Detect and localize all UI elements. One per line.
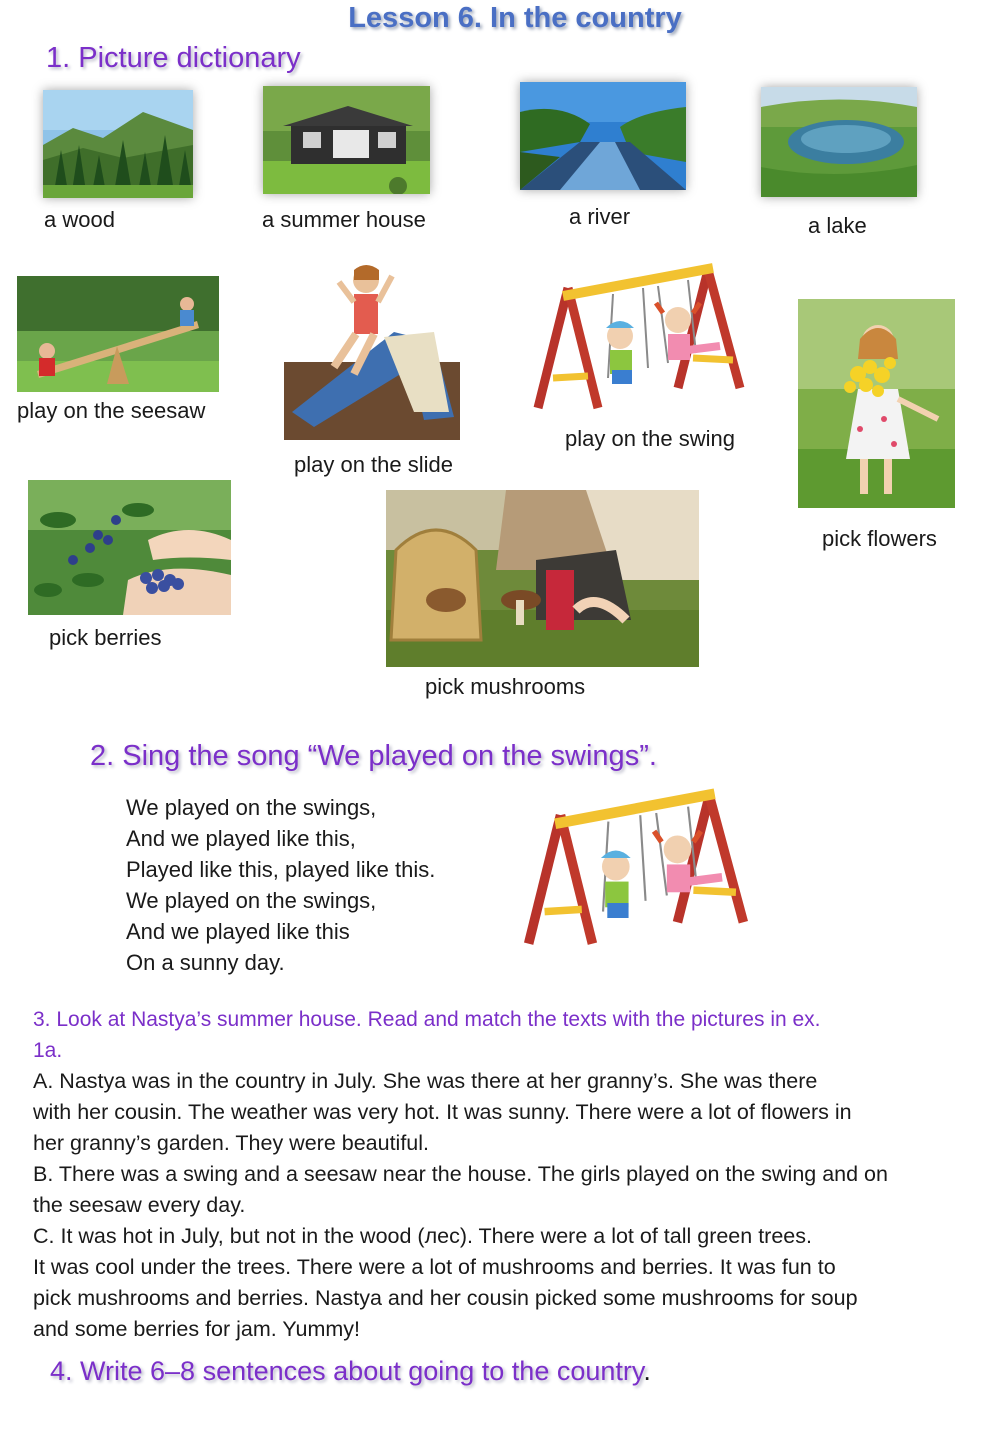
swing-caption: play on the swing xyxy=(565,426,735,451)
summer-house-image xyxy=(263,86,430,194)
section3 xyxy=(33,1004,983,1345)
song-swing-image xyxy=(518,783,754,963)
text-line: pick mushrooms and berries. Nastya and her cousin picked some mushrooms for soup xyxy=(33,1286,858,1310)
mushrooms-image xyxy=(386,490,699,667)
song-lyrics xyxy=(126,792,435,978)
river-caption: a river xyxy=(569,204,631,229)
song-line: We played on the swings, xyxy=(126,888,377,913)
slide-caption: play on the slide xyxy=(294,452,453,477)
berries-image xyxy=(28,480,231,615)
wood-image xyxy=(43,90,193,198)
text-line: C. It was hot in July, but not in the wood (лес). There were a lot of tall green trees. xyxy=(33,1224,812,1248)
lesson-title: Lesson 6. In the country xyxy=(348,2,682,34)
section4-heading-text: 4. Write 6–8 sentences about going to the country xyxy=(50,1356,644,1386)
text-line: A. Nastya was in the country in July. She was there at her granny’s. She was there xyxy=(33,1069,818,1093)
text-line: B. There was a swing and a seesaw near the house. The girls played on the swing and on xyxy=(33,1162,888,1186)
river-image xyxy=(520,82,686,190)
song-line: We played on the swings, xyxy=(126,795,377,820)
mushrooms-caption: pick mushrooms xyxy=(425,674,586,699)
berries-caption: pick berries xyxy=(49,625,162,650)
summer-house-caption: a summer house xyxy=(262,207,426,232)
section4-heading xyxy=(50,1356,651,1387)
wood-caption: a wood xyxy=(44,207,115,232)
section3-heading: 3. Look at Nastya’s summer house. Read and match the texts with the pictures in ex. xyxy=(33,1008,821,1031)
section2-heading: 2. Sing the song “We played on the swings”. xyxy=(90,740,657,772)
lake-image xyxy=(761,87,917,197)
text-line: and some berries for jam. Yummy! xyxy=(33,1317,361,1341)
song-line: And we played like this xyxy=(126,919,350,944)
lake-caption: a lake xyxy=(808,213,867,238)
text-line: It was cool under the trees. There were a lot of mushrooms and berries. It was fun to xyxy=(33,1255,836,1279)
song-line: Played like this, played like this. xyxy=(126,857,436,882)
song-line: And we played like this, xyxy=(126,826,356,851)
text-line: the seesaw every day. xyxy=(33,1193,246,1217)
section3-heading-cont: 1a. xyxy=(33,1039,63,1062)
text-line: with her cousin. The weather was very hot. It was sunny. There were a lot of flowers in xyxy=(33,1100,852,1124)
flowers-image xyxy=(798,299,955,508)
seesaw-caption: play on the seesaw xyxy=(17,398,206,423)
seesaw-image xyxy=(17,276,219,392)
slide-image xyxy=(284,262,460,440)
flowers-caption: pick flowers xyxy=(822,526,937,551)
swing-image xyxy=(528,258,750,426)
song-line: On a sunny day. xyxy=(126,950,285,975)
text-line: her granny’s garden. They were beautiful. xyxy=(33,1131,430,1155)
section1-heading: 1. Picture dictionary xyxy=(46,42,301,74)
section4-period: . xyxy=(643,1356,651,1386)
